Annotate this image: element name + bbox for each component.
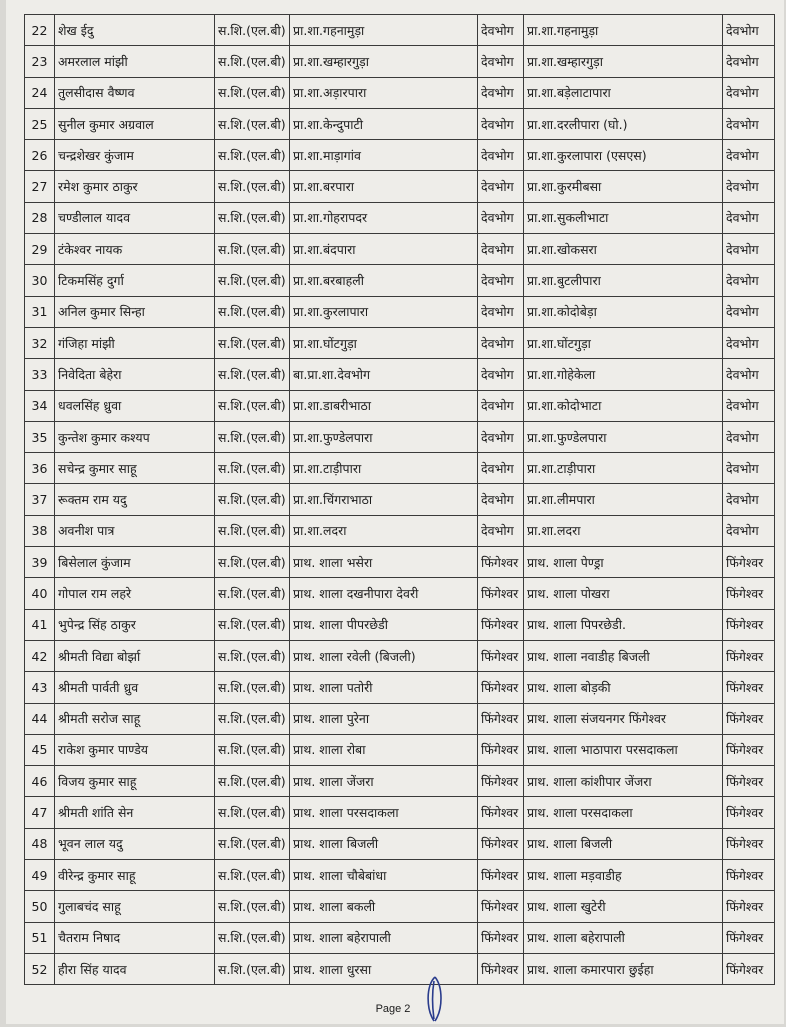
from-block-cell: देवभोग (478, 296, 524, 327)
name-cell: सचेन्द्र कुमार साहू (55, 453, 215, 484)
designation-cell: स.शि.(एल.बी) (215, 672, 290, 703)
name-cell: बिसेलाल कुंजाम (55, 547, 215, 578)
table-row (25, 108, 775, 139)
from-school-cell: प्राथ. शाला पुरेना (290, 703, 478, 734)
from-school-cell: प्रा.शा.बरबाहली (290, 265, 478, 296)
serial-no-cell: 52 (25, 953, 55, 984)
from-block-cell: देवभोग (478, 108, 524, 139)
table-row (25, 77, 775, 108)
from-school-cell: प्राथ. शाला दखनीपारा देवरी (290, 578, 478, 609)
table-row (25, 140, 775, 171)
to-block-cell: देवभोग (723, 390, 775, 421)
serial-no-cell: 47 (25, 797, 55, 828)
to-school-cell: प्रा.शा.खोकसरा (524, 234, 723, 265)
from-block-cell: देवभोग (478, 46, 524, 77)
name-cell: चन्द्रशेखर कुंजाम (55, 140, 215, 171)
from-school-cell: प्रा.शा.बरपारा (290, 171, 478, 202)
to-school-cell: प्राथ. शाला संजयनगर फिंगेश्वर (524, 703, 723, 734)
serial-no-cell: 37 (25, 484, 55, 515)
designation-cell: स.शि.(एल.बी) (215, 140, 290, 171)
table-row (25, 766, 775, 797)
name-cell: गोपाल राम लहरे (55, 578, 215, 609)
designation-cell: स.शि.(एल.बी) (215, 453, 290, 484)
to-school-cell: प्राथ. शाला पोखरा (524, 578, 723, 609)
table-row (25, 797, 775, 828)
serial-no-cell: 40 (25, 578, 55, 609)
from-block-cell: देवभोग (478, 77, 524, 108)
table-row (25, 390, 775, 421)
to-school-cell: प्रा.शा.खम्हारगुड़ा (524, 46, 723, 77)
to-block-cell: देवभोग (723, 77, 775, 108)
from-block-cell: फिंगेश्वर (478, 640, 524, 671)
serial-no-cell: 23 (25, 46, 55, 77)
designation-cell: स.शि.(एल.बी) (215, 828, 290, 859)
to-block-cell: देवभोग (723, 421, 775, 452)
serial-no-cell: 26 (25, 140, 55, 171)
designation-cell: स.शि.(एल.बी) (215, 46, 290, 77)
name-cell: अमरलाल मांझी (55, 46, 215, 77)
serial-no-cell: 25 (25, 108, 55, 139)
document-page (6, 0, 784, 1024)
table-row (25, 515, 775, 546)
designation-cell: स.शि.(एल.बी) (215, 265, 290, 296)
designation-cell: स.शि.(एल.बी) (215, 171, 290, 202)
designation-cell: स.शि.(एल.बी) (215, 390, 290, 421)
name-cell: विजय कुमार साहू (55, 766, 215, 797)
from-school-cell: प्रा.शा.खम्हारगुड़ा (290, 46, 478, 77)
to-block-cell: देवभोग (723, 202, 775, 233)
to-school-cell: प्रा.शा.घोंटगुड़ा (524, 327, 723, 358)
designation-cell: स.शि.(एल.बी) (215, 953, 290, 984)
to-school-cell: प्रा.शा.बुटलीपारा (524, 265, 723, 296)
serial-no-cell: 49 (25, 860, 55, 891)
serial-no-cell: 35 (25, 421, 55, 452)
transfer-table (24, 14, 775, 985)
table-row (25, 453, 775, 484)
serial-no-cell: 48 (25, 828, 55, 859)
to-block-cell: देवभोग (723, 15, 775, 46)
to-block-cell: देवभोग (723, 140, 775, 171)
name-cell: रमेश कुमार ठाकुर (55, 171, 215, 202)
name-cell: अवनीश पात्र (55, 515, 215, 546)
to-school-cell: प्रा.शा.फुण्डेलपारा (524, 421, 723, 452)
serial-no-cell: 22 (25, 15, 55, 46)
serial-no-cell: 43 (25, 672, 55, 703)
designation-cell: स.शि.(एल.बी) (215, 202, 290, 233)
to-school-cell: प्रा.शा.गोहेकेला (524, 359, 723, 390)
designation-cell: स.शि.(एल.बी) (215, 296, 290, 327)
serial-no-cell: 51 (25, 922, 55, 953)
from-school-cell: प्रा.शा.डाबरीभाठा (290, 390, 478, 421)
designation-cell: स.शि.(एल.बी) (215, 640, 290, 671)
to-school-cell: प्राथ. शाला परसदाकला (524, 797, 723, 828)
to-school-cell: प्राथ. शाला पिपरछेडी. (524, 609, 723, 640)
pen-scribble (422, 975, 448, 1023)
from-school-cell: प्राथ. शाला बकली (290, 891, 478, 922)
to-block-cell: फिंगेश्वर (723, 672, 775, 703)
from-school-cell: प्राथ. शाला रोबा (290, 734, 478, 765)
to-school-cell: प्रा.शा.गहनामुड़ा (524, 15, 723, 46)
designation-cell: स.शि.(एल.बी) (215, 609, 290, 640)
table-row (25, 171, 775, 202)
serial-no-cell: 39 (25, 547, 55, 578)
designation-cell: स.शि.(एल.बी) (215, 734, 290, 765)
from-school-cell: प्रा.शा.गहनामुड़ा (290, 15, 478, 46)
designation-cell: स.शि.(एल.बी) (215, 891, 290, 922)
designation-cell: स.शि.(एल.बी) (215, 860, 290, 891)
name-cell: सुनील कुमार अग्रवाल (55, 108, 215, 139)
from-school-cell: प्राथ. शाला धुरसा (290, 953, 478, 984)
to-school-cell: प्राथ. शाला नवाडीह बिजली (524, 640, 723, 671)
to-block-cell: फिंगेश्वर (723, 953, 775, 984)
serial-no-cell: 34 (25, 390, 55, 421)
name-cell: श्रीमती पार्वती ध्रुव (55, 672, 215, 703)
to-school-cell: प्राथ. शाला बोड़की (524, 672, 723, 703)
table-row (25, 860, 775, 891)
from-school-cell: प्राथ. शाला रवेली (बिजली) (290, 640, 478, 671)
to-block-cell: देवभोग (723, 265, 775, 296)
table-body (25, 15, 775, 985)
name-cell: गंजिहा मांझी (55, 327, 215, 358)
serial-no-cell: 46 (25, 766, 55, 797)
from-block-cell: देवभोग (478, 327, 524, 358)
from-school-cell: प्राथ. शाला भसेरा (290, 547, 478, 578)
serial-no-cell: 36 (25, 453, 55, 484)
to-school-cell: प्रा.शा.लीमपारा (524, 484, 723, 515)
name-cell: तुलसीदास वैष्णव (55, 77, 215, 108)
designation-cell: स.शि.(एल.बी) (215, 515, 290, 546)
to-block-cell: देवभोग (723, 234, 775, 265)
to-block-cell: फिंगेश्वर (723, 828, 775, 859)
name-cell: गुलाबचंद साहू (55, 891, 215, 922)
from-block-cell: फिंगेश्वर (478, 891, 524, 922)
designation-cell: स.शि.(एल.बी) (215, 77, 290, 108)
to-block-cell: फिंगेश्वर (723, 797, 775, 828)
table-row (25, 609, 775, 640)
table-row (25, 421, 775, 452)
from-school-cell: प्रा.शा.घोंटगुड़ा (290, 327, 478, 358)
table-row (25, 672, 775, 703)
designation-cell: स.शि.(एल.बी) (215, 327, 290, 358)
serial-no-cell: 27 (25, 171, 55, 202)
page-number: Page 2 (375, 1003, 411, 1015)
from-school-cell: प्रा.शा.गोहरापदर (290, 202, 478, 233)
to-block-cell: देवभोग (723, 359, 775, 390)
from-school-cell: प्रा.शा.अड़ारपारा (290, 77, 478, 108)
serial-no-cell: 30 (25, 265, 55, 296)
name-cell: टंकेश्वर नायक (55, 234, 215, 265)
to-school-cell: प्रा.शा.लदरा (524, 515, 723, 546)
from-block-cell: देवभोग (478, 140, 524, 171)
designation-cell: स.शि.(एल.बी) (215, 234, 290, 265)
to-school-cell: प्रा.शा.टाड़ीपारा (524, 453, 723, 484)
from-block-cell: फिंगेश्वर (478, 703, 524, 734)
from-block-cell: देवभोग (478, 265, 524, 296)
to-block-cell: देवभोग (723, 484, 775, 515)
name-cell: निवेदिता बेहेरा (55, 359, 215, 390)
table-row (25, 265, 775, 296)
to-block-cell: देवभोग (723, 171, 775, 202)
serial-no-cell: 45 (25, 734, 55, 765)
designation-cell: स.शि.(एल.बी) (215, 797, 290, 828)
serial-no-cell: 41 (25, 609, 55, 640)
to-school-cell: प्राथ. शाला कमारपारा छुईहा (524, 953, 723, 984)
from-school-cell: प्राथ. शाला बिजली (290, 828, 478, 859)
table-row (25, 296, 775, 327)
name-cell: श्रीमती विद्या बोर्झा (55, 640, 215, 671)
designation-cell: स.शि.(एल.बी) (215, 15, 290, 46)
from-block-cell: देवभोग (478, 171, 524, 202)
to-school-cell: प्राथ. शाला भाठापारा परसदाकला (524, 734, 723, 765)
to-school-cell: प्राथ. शाला मड़वाडीह (524, 860, 723, 891)
serial-no-cell: 24 (25, 77, 55, 108)
name-cell: शेख ईदु (55, 15, 215, 46)
to-school-cell: प्राथ. शाला पेण्ड्रा (524, 547, 723, 578)
to-school-cell: प्रा.शा.बड़ेलाटापारा (524, 77, 723, 108)
from-school-cell: बा.प्रा.शा.देवभोग (290, 359, 478, 390)
to-school-cell: प्रा.शा.कुरलापारा (एसएस) (524, 140, 723, 171)
table-row (25, 953, 775, 984)
from-school-cell: प्राथ. शाला बहेरापाली (290, 922, 478, 953)
to-school-cell: प्राथ. शाला बहेरापाली (524, 922, 723, 953)
from-block-cell: फिंगेश्वर (478, 797, 524, 828)
table-row (25, 734, 775, 765)
serial-no-cell: 29 (25, 234, 55, 265)
to-school-cell: प्राथ. शाला कांशीपार जेंजरा (524, 766, 723, 797)
to-block-cell: देवभोग (723, 296, 775, 327)
from-block-cell: देवभोग (478, 15, 524, 46)
serial-no-cell: 33 (25, 359, 55, 390)
to-block-cell: फिंगेश्वर (723, 609, 775, 640)
from-block-cell: फिंगेश्वर (478, 609, 524, 640)
name-cell: वीरेन्द्र कुमार साहू (55, 860, 215, 891)
from-school-cell: प्रा.शा.टाड़ीपारा (290, 453, 478, 484)
to-block-cell: फिंगेश्वर (723, 578, 775, 609)
to-school-cell: प्रा.शा.सुकलीभाटा (524, 202, 723, 233)
to-block-cell: देवभोग (723, 108, 775, 139)
table-row (25, 703, 775, 734)
table-row (25, 828, 775, 859)
from-block-cell: देवभोग (478, 515, 524, 546)
table-row (25, 15, 775, 46)
to-block-cell: फिंगेश्वर (723, 860, 775, 891)
name-cell: अनिल कुमार सिन्हा (55, 296, 215, 327)
to-school-cell: प्राथ. शाला बिजली (524, 828, 723, 859)
to-school-cell: प्रा.शा.कुरमीबसा (524, 171, 723, 202)
from-block-cell: देवभोग (478, 453, 524, 484)
from-block-cell: देवभोग (478, 202, 524, 233)
designation-cell: स.शि.(एल.बी) (215, 703, 290, 734)
to-block-cell: फिंगेश्वर (723, 547, 775, 578)
from-school-cell: प्रा.शा.फुण्डेलपारा (290, 421, 478, 452)
to-block-cell: फिंगेश्वर (723, 703, 775, 734)
serial-no-cell: 32 (25, 327, 55, 358)
to-block-cell: फिंगेश्वर (723, 891, 775, 922)
name-cell: टिकमसिंह दुर्गा (55, 265, 215, 296)
pen-mark (422, 975, 448, 1027)
name-cell: कुन्तेश कुमार कश्यप (55, 421, 215, 452)
to-block-cell: देवभोग (723, 46, 775, 77)
to-block-cell: देवभोग (723, 515, 775, 546)
from-block-cell: फिंगेश्वर (478, 828, 524, 859)
name-cell: चैतराम निषाद (55, 922, 215, 953)
designation-cell: स.शि.(एल.बी) (215, 484, 290, 515)
table-row (25, 46, 775, 77)
to-block-cell: देवभोग (723, 327, 775, 358)
name-cell: चण्डीलाल यादव (55, 202, 215, 233)
name-cell: राकेश कुमार पाण्डेय (55, 734, 215, 765)
from-block-cell: फिंगेश्वर (478, 734, 524, 765)
from-school-cell: प्राथ. शाला परसदाकला (290, 797, 478, 828)
designation-cell: स.शि.(एल.बी) (215, 922, 290, 953)
to-block-cell: फिंगेश्वर (723, 640, 775, 671)
from-school-cell: प्रा.शा.बंदपारा (290, 234, 478, 265)
from-school-cell: प्राथ. शाला पतोरी (290, 672, 478, 703)
from-school-cell: प्रा.शा.कुरलापारा (290, 296, 478, 327)
name-cell: श्रीमती सरोज साहू (55, 703, 215, 734)
from-block-cell: देवभोग (478, 421, 524, 452)
name-cell: भूवन लाल यदु (55, 828, 215, 859)
from-school-cell: प्रा.शा.केन्दुपाटी (290, 108, 478, 139)
to-school-cell: प्रा.शा.दरलीपारा (घो.) (524, 108, 723, 139)
from-block-cell: फिंगेश्वर (478, 922, 524, 953)
from-block-cell: देवभोग (478, 484, 524, 515)
from-block-cell: फिंगेश्वर (478, 860, 524, 891)
from-school-cell: प्रा.शा.माड़ागांव (290, 140, 478, 171)
to-school-cell: प्रा.शा.कोदोभाटा (524, 390, 723, 421)
table-row (25, 484, 775, 515)
from-school-cell: प्राथ. शाला जेंजरा (290, 766, 478, 797)
from-block-cell: फिंगेश्वर (478, 672, 524, 703)
table-row (25, 547, 775, 578)
serial-no-cell: 28 (25, 202, 55, 233)
from-school-cell: प्रा.शा.लदरा (290, 515, 478, 546)
designation-cell: स.शि.(एल.बी) (215, 578, 290, 609)
table-row (25, 359, 775, 390)
from-block-cell: फिंगेश्वर (478, 547, 524, 578)
table-row (25, 640, 775, 671)
table-row (25, 578, 775, 609)
to-block-cell: फिंगेश्वर (723, 766, 775, 797)
from-block-cell: देवभोग (478, 390, 524, 421)
designation-cell: स.शि.(एल.बी) (215, 421, 290, 452)
name-cell: हीरा सिंह यादव (55, 953, 215, 984)
from-school-cell: प्राथ. शाला चौबेबांधा (290, 860, 478, 891)
serial-no-cell: 42 (25, 640, 55, 671)
from-school-cell: प्रा.शा.चिंगराभाठा (290, 484, 478, 515)
designation-cell: स.शि.(एल.बी) (215, 108, 290, 139)
from-school-cell: प्राथ. शाला पीपरछेडी (290, 609, 478, 640)
from-block-cell: फिंगेश्वर (478, 578, 524, 609)
name-cell: भुपेन्द्र सिंह ठाकुर (55, 609, 215, 640)
name-cell: रूक्तम राम यदु (55, 484, 215, 515)
serial-no-cell: 44 (25, 703, 55, 734)
to-block-cell: फिंगेश्वर (723, 922, 775, 953)
name-cell: धवलसिंह ध्रुवा (55, 390, 215, 421)
from-block-cell: देवभोग (478, 234, 524, 265)
serial-no-cell: 31 (25, 296, 55, 327)
designation-cell: स.शि.(एल.बी) (215, 547, 290, 578)
to-block-cell: देवभोग (723, 453, 775, 484)
name-cell: श्रीमती शांति सेन (55, 797, 215, 828)
serial-no-cell: 50 (25, 891, 55, 922)
to-school-cell: प्राथ. शाला खुटेरी (524, 891, 723, 922)
table-row (25, 202, 775, 233)
serial-no-cell: 38 (25, 515, 55, 546)
table-row (25, 327, 775, 358)
designation-cell: स.शि.(एल.बी) (215, 766, 290, 797)
from-block-cell: देवभोग (478, 359, 524, 390)
table-row (25, 891, 775, 922)
from-block-cell: फिंगेश्वर (478, 766, 524, 797)
to-school-cell: प्रा.शा.कोदोबेड़ा (524, 296, 723, 327)
table-row (25, 922, 775, 953)
to-block-cell: फिंगेश्वर (723, 734, 775, 765)
table-row (25, 234, 775, 265)
designation-cell: स.शि.(एल.बी) (215, 359, 290, 390)
from-block-cell: फिंगेश्वर (478, 953, 524, 984)
